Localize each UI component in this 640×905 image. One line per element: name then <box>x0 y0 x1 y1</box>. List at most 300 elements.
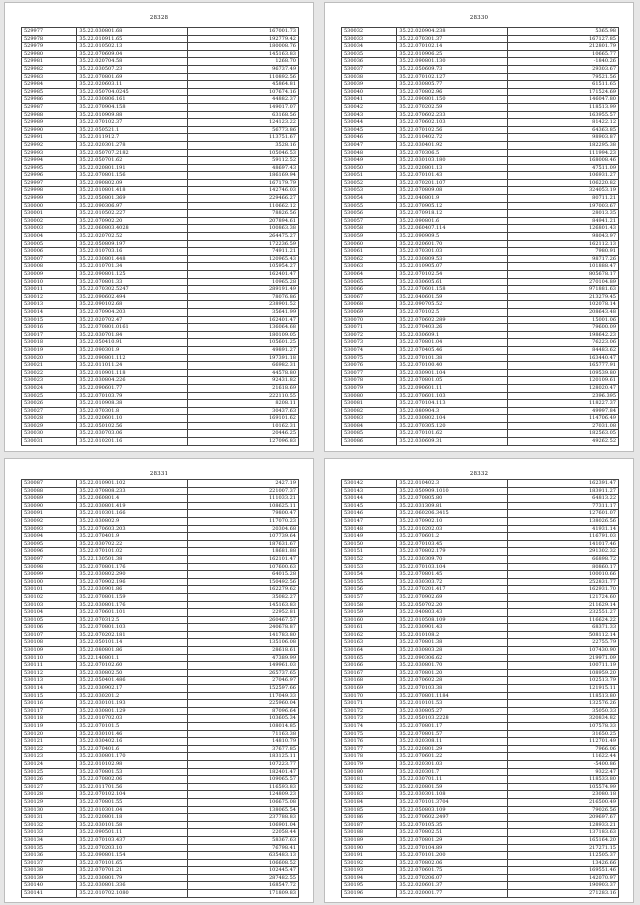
table-row <box>22 533 299 541</box>
cell-record-id: 530114 <box>22 685 77 693</box>
cell-amount: 182401.47 <box>188 768 299 776</box>
cell-account-code: 35.22.070102.14 <box>397 43 508 51</box>
cell-account-code: 35.22.030801.70 <box>397 662 508 670</box>
cell-account-code: 35.22.010301.166 <box>77 510 188 518</box>
cell-record-id: 530163 <box>342 639 397 647</box>
table-row <box>22 210 299 218</box>
cell-amount: 84483.62 <box>508 346 619 354</box>
cell-account-code: 35.22.090102.68 <box>77 301 188 309</box>
table-row <box>342 867 619 875</box>
cell-record-id: 530195 <box>342 882 397 890</box>
cell-account-code: 35.22.030804.226 <box>77 377 188 385</box>
cell-record-id: 530148 <box>342 525 397 533</box>
table-row <box>342 540 619 548</box>
table-row <box>22 631 299 639</box>
cell-amount: 3528.16 <box>188 141 299 149</box>
cell-amount: 7980.91 <box>508 248 619 256</box>
cell-amount: 110662.12 <box>188 202 299 210</box>
cell-account-code: 35.22.030805.77 <box>397 81 508 89</box>
cell-amount: 2427.19 <box>188 480 299 488</box>
table-row <box>342 609 619 617</box>
cell-record-id: 530096 <box>22 548 77 556</box>
cell-record-id: 530038 <box>342 73 397 81</box>
cell-record-id: 530035 <box>342 50 397 58</box>
table-row <box>22 217 299 225</box>
table-row <box>342 624 619 632</box>
cell-account-code: 35.22.070902.196 <box>77 578 188 586</box>
cell-record-id: 530056 <box>342 210 397 218</box>
cell-account-code: 35.22.070302.5247 <box>77 286 188 294</box>
table-row <box>342 369 619 377</box>
cell-amount: 320834.82 <box>508 715 619 723</box>
table-row <box>22 480 299 488</box>
table-row <box>22 96 299 104</box>
cell-account-code: 35.22.070601.2 <box>397 533 508 541</box>
table-row <box>342 88 619 96</box>
cell-amount: 192779.42 <box>188 35 299 43</box>
cell-amount: 238901.52 <box>188 301 299 309</box>
cell-record-id: 530080 <box>342 392 397 400</box>
cell-account-code: 35.22.070801.33 <box>77 278 188 286</box>
cell-record-id: 530062 <box>342 255 397 263</box>
cell-record-id: 530140 <box>22 882 77 890</box>
table-row <box>342 377 619 385</box>
cell-account-code: 35.22.040801.9 <box>397 195 508 203</box>
table-row <box>342 692 619 700</box>
cell-account-code: 35.22.070801.05 <box>397 377 508 385</box>
cell-record-id: 530126 <box>22 776 77 784</box>
cell-account-code: 35.22.010701.34 <box>77 263 188 271</box>
table-row <box>22 164 299 172</box>
cell-amount: 222110.55 <box>188 392 299 400</box>
table-row <box>342 814 619 822</box>
cell-amount: 291302.32 <box>508 548 619 556</box>
cell-account-code: 35.22.030805.27 <box>397 707 508 715</box>
cell-record-id: 529993 <box>22 149 77 157</box>
cell-amount: 35082.27 <box>188 593 299 601</box>
cell-record-id: 530050 <box>342 164 397 172</box>
table-row <box>22 852 299 860</box>
table-row <box>22 149 299 157</box>
table-row <box>342 874 619 882</box>
table-row <box>342 271 619 279</box>
cell-account-code: 35.22.030701.11 <box>397 776 508 784</box>
table-row <box>22 806 299 814</box>
cell-amount: 28618.61 <box>188 647 299 655</box>
cell-account-code: 35.22.010502.13 <box>77 43 188 51</box>
cell-account-code: 35.22.070801.45 <box>397 571 508 579</box>
cell-account-code: 35.22.050103.2228 <box>397 715 508 723</box>
cell-record-id: 530042 <box>342 103 397 111</box>
cell-account-code: 35.22.070401.6 <box>77 745 188 753</box>
cell-account-code: 35.22.020301.7 <box>397 768 508 776</box>
cell-amount: 18681.88 <box>188 548 299 556</box>
cell-amount: 167127.85 <box>508 35 619 43</box>
table-row <box>342 593 619 601</box>
cell-record-id: 530032 <box>342 28 397 36</box>
cell-amount: 124123.22 <box>188 119 299 127</box>
cell-account-code: 35.22.080904.3 <box>397 407 508 415</box>
table-row <box>22 487 299 495</box>
cell-record-id: 530020 <box>22 354 77 362</box>
cell-record-id: 530019 <box>22 346 77 354</box>
cell-amount: 197003.67 <box>508 202 619 210</box>
cell-amount: 183911.27 <box>508 487 619 495</box>
cell-amount: 5365.98 <box>508 28 619 36</box>
cell-amount: 96737.49 <box>188 65 299 73</box>
table-row <box>22 179 299 187</box>
table-row <box>342 172 619 180</box>
table-row <box>22 859 299 867</box>
cell-account-code: 35.22.090501.11 <box>77 829 188 837</box>
cell-account-code: 35.22.020702.47 <box>77 316 188 324</box>
table-row <box>22 134 299 142</box>
table-row <box>342 278 619 286</box>
cell-record-id: 530178 <box>342 753 397 761</box>
table-row <box>22 43 299 51</box>
cell-record-id: 530024 <box>22 384 77 392</box>
table-row <box>342 308 619 316</box>
cell-record-id: 530181 <box>342 776 397 784</box>
cell-record-id: 530138 <box>22 867 77 875</box>
cell-record-id: 530048 <box>342 149 397 157</box>
cell-record-id: 530026 <box>22 400 77 408</box>
cell-account-code: 35.22.090306.62 <box>397 654 508 662</box>
table-row <box>342 571 619 579</box>
cell-account-code: 35.22.030402.16 <box>77 738 188 746</box>
cell-account-code: 35.22.050801.369 <box>77 195 188 203</box>
table-row <box>342 783 619 791</box>
cell-record-id: 529985 <box>22 88 77 96</box>
cell-account-code: 35.22.030201.2 <box>77 692 188 700</box>
cell-account-code: 35.22.020601.70 <box>397 240 508 248</box>
cell-account-code: 35.22.010901.102 <box>77 480 188 488</box>
cell-amount: 149017.07 <box>188 103 299 111</box>
table-row <box>342 760 619 768</box>
cell-amount: 44578.80 <box>188 369 299 377</box>
table-row <box>22 616 299 624</box>
cell-amount: 35050.33 <box>508 707 619 715</box>
table-row <box>22 510 299 518</box>
table-row <box>342 685 619 693</box>
cell-account-code: 35.22.070301.37 <box>397 35 508 43</box>
data-table <box>341 479 619 898</box>
cell-account-code: 35.22.030801.170 <box>77 753 188 761</box>
cell-record-id: 530162 <box>342 631 397 639</box>
cell-account-code: 35.22.070202.59 <box>397 103 508 111</box>
cell-record-id: 530102 <box>22 593 77 601</box>
cell-record-id: 530076 <box>342 362 397 370</box>
table-row <box>342 438 619 446</box>
cell-amount: 271283.16 <box>508 890 619 898</box>
cell-amount: 169101.62 <box>188 415 299 423</box>
cell-amount: 219971.09 <box>508 654 619 662</box>
table-row <box>342 480 619 488</box>
cell-amount: 64015.28 <box>188 571 299 579</box>
cell-account-code: 35.22.070301.03 <box>397 248 508 256</box>
table-row <box>22 111 299 119</box>
cell-account-code: 35.22.030801.176 <box>77 601 188 609</box>
table-row <box>342 286 619 294</box>
cell-account-code: 35.22.011011.24 <box>77 362 188 370</box>
cell-record-id: 530023 <box>22 377 77 385</box>
table-row <box>342 134 619 142</box>
table-row <box>22 369 299 377</box>
table-row <box>22 187 299 195</box>
table-row <box>22 195 299 203</box>
cell-amount: 289191.49 <box>188 286 299 294</box>
cell-account-code: 35.22.020704.58 <box>77 58 188 66</box>
table-row <box>342 103 619 111</box>
table-row <box>22 874 299 882</box>
cell-record-id: 530101 <box>22 586 77 594</box>
cell-account-code: 35.22.030902.17 <box>77 685 188 693</box>
table-row <box>342 430 619 438</box>
table-row <box>342 240 619 248</box>
cell-record-id: 530005 <box>22 240 77 248</box>
table-row <box>22 609 299 617</box>
cell-record-id: 530031 <box>22 438 77 446</box>
cell-amount: 114706.49 <box>508 415 619 423</box>
cell-account-code: 35.22.070101.62 <box>397 430 508 438</box>
cell-record-id: 530104 <box>22 609 77 617</box>
cell-account-code: 35.22.070602.233 <box>397 111 508 119</box>
cell-amount: 41931.14 <box>508 525 619 533</box>
cell-account-code: 35.22.080801.86 <box>77 647 188 655</box>
table-row <box>22 563 299 571</box>
cell-account-code: 35.22.030809.53 <box>397 255 508 263</box>
cell-account-code: 35.22.070601.103 <box>397 392 508 400</box>
cell-account-code: 35.22.070808.233 <box>77 487 188 495</box>
cell-account-code: 35.22.010108.2 <box>397 631 508 639</box>
cell-account-code: 35.22.031309.81 <box>397 502 508 510</box>
cell-amount: 8208.11 <box>188 400 299 408</box>
cell-account-code: 35.22.010201.16 <box>77 438 188 446</box>
table-row <box>342 58 619 66</box>
cell-record-id: 530092 <box>22 517 77 525</box>
table-row <box>342 407 619 415</box>
cell-account-code: 35.22.070101.65 <box>77 859 188 867</box>
cell-record-id: 530089 <box>22 495 77 503</box>
table-row <box>342 233 619 241</box>
cell-amount: 47389.99 <box>188 654 299 662</box>
cell-account-code: 35.22.040803.43 <box>397 609 508 617</box>
cell-account-code: 35.22.030801.448 <box>77 255 188 263</box>
cell-record-id: 530086 <box>342 438 397 446</box>
cell-amount: 9322.47 <box>508 768 619 776</box>
table-row <box>342 248 619 256</box>
cell-account-code: 35.22.070918.12 <box>397 210 508 218</box>
cell-amount: 22058.44 <box>188 829 299 837</box>
table-row <box>22 836 299 844</box>
cell-amount: 198642.23 <box>508 331 619 339</box>
cell-amount: 287482.55 <box>188 874 299 882</box>
cell-amount: 22755.79 <box>508 639 619 647</box>
cell-amount: 29303.67 <box>508 65 619 73</box>
cell-record-id: 530113 <box>22 677 77 685</box>
cell-amount: 169551.46 <box>508 867 619 875</box>
table-row <box>22 384 299 392</box>
cell-account-code: 35.22.011701.56 <box>77 783 188 791</box>
table-row <box>22 555 299 563</box>
cell-amount: 182295.38 <box>508 141 619 149</box>
cell-amount: 103605.34 <box>188 715 299 723</box>
table-row <box>342 119 619 127</box>
table-row <box>342 852 619 860</box>
cell-amount: 80860.17 <box>508 563 619 571</box>
cell-amount: 108959.20 <box>508 669 619 677</box>
cell-amount: 74911.21 <box>188 248 299 256</box>
cell-account-code: 35.22.070801.156 <box>77 172 188 180</box>
cell-amount: 109065.57 <box>188 776 299 784</box>
cell-amount: 111994.23 <box>508 149 619 157</box>
cell-account-code: 35.22.070103.437 <box>77 836 188 844</box>
cell-amount: 35641.99 <box>188 308 299 316</box>
cell-record-id: 530043 <box>342 111 397 119</box>
cell-account-code: 35.22.070609.04 <box>77 50 188 58</box>
table-row <box>342 179 619 187</box>
cell-record-id: 530070 <box>342 316 397 324</box>
table-row <box>22 821 299 829</box>
cell-amount: 635483.13 <box>188 852 299 860</box>
cell-amount: 10665.77 <box>508 50 619 58</box>
cell-record-id: 530137 <box>22 859 77 867</box>
table-row <box>342 601 619 609</box>
cell-record-id: 530186 <box>342 814 397 822</box>
cell-record-id: 529995 <box>22 164 77 172</box>
cell-account-code: 35.22.050102.56 <box>77 422 188 430</box>
table-row <box>342 654 619 662</box>
cell-record-id: 530051 <box>342 172 397 180</box>
cell-account-code: 35.22.070802.179 <box>397 548 508 556</box>
cell-record-id: 530130 <box>22 806 77 814</box>
table-row <box>342 195 619 203</box>
table-row <box>22 346 299 354</box>
cell-account-code: 35.22.070902.10 <box>397 517 508 525</box>
cell-account-code: 35.22.050701.62 <box>77 157 188 165</box>
cell-account-code: 35.22.050609.73 <box>397 65 508 73</box>
cell-account-code: 35.22.060206.3415 <box>397 510 508 518</box>
cell-record-id: 530124 <box>22 760 77 768</box>
cell-record-id: 530013 <box>22 301 77 309</box>
table-row <box>22 233 299 241</box>
cell-record-id: 530025 <box>22 392 77 400</box>
table-row <box>22 647 299 655</box>
cell-record-id: 530093 <box>22 525 77 533</box>
table-row <box>22 798 299 806</box>
table-row <box>342 768 619 776</box>
cell-amount: 21618.69 <box>188 384 299 392</box>
cell-record-id: 530110 <box>22 654 77 662</box>
table-row <box>342 525 619 533</box>
cell-amount: 171809.83 <box>188 890 299 898</box>
cell-account-code: 35.22.010702.03 <box>77 715 188 723</box>
cell-account-code: 35.22.010508.109 <box>397 616 508 624</box>
table-row <box>22 28 299 36</box>
cell-record-id: 530139 <box>22 874 77 882</box>
cell-record-id: 529983 <box>22 73 77 81</box>
cell-record-id: 530061 <box>342 248 397 256</box>
cell-record-id: 529982 <box>22 65 77 73</box>
cell-record-id: 530143 <box>342 487 397 495</box>
cell-record-id: 530116 <box>22 700 77 708</box>
cell-record-id: 530088 <box>22 487 77 495</box>
cell-amount: 118513.80 <box>508 692 619 700</box>
table-row <box>342 65 619 73</box>
cell-record-id: 530040 <box>342 88 397 96</box>
cell-account-code: 35.22.010911.65 <box>77 35 188 43</box>
cell-record-id: 530021 <box>22 362 77 370</box>
cell-record-id: 530018 <box>22 339 77 347</box>
cell-record-id: 530094 <box>22 533 77 541</box>
cell-record-id: 530045 <box>342 126 397 134</box>
table-row <box>342 647 619 655</box>
cell-amount: 49997.84 <box>508 407 619 415</box>
cell-record-id: 530188 <box>342 829 397 837</box>
table-row <box>22 286 299 294</box>
cell-record-id: 530058 <box>342 225 397 233</box>
cell-account-code: 35.22.070301.8 <box>77 407 188 415</box>
cell-record-id: 530149 <box>342 533 397 541</box>
table-row <box>22 331 299 339</box>
cell-record-id: 530154 <box>342 571 397 579</box>
cell-account-code: 35.22.070103.104 <box>397 563 508 571</box>
table-row <box>342 578 619 586</box>
cell-amount: 112505.37 <box>508 852 619 860</box>
table-row <box>342 890 619 898</box>
cell-record-id: 530173 <box>342 715 397 723</box>
cell-account-code: 35.22.030609.31 <box>397 438 508 446</box>
cell-record-id: 530142 <box>342 480 397 488</box>
cell-amount: 107674.16 <box>188 88 299 96</box>
cell-record-id: 530131 <box>22 814 77 822</box>
cell-account-code: 35.22.070801.159 <box>77 593 188 601</box>
cell-record-id: 530059 <box>342 233 397 241</box>
table-row <box>342 677 619 685</box>
cell-amount: 117070.23 <box>188 517 299 525</box>
cell-account-code: 35.22.050521.1 <box>77 126 188 134</box>
cell-amount: 116593.83 <box>188 783 299 791</box>
cell-amount: 118513.99 <box>508 103 619 111</box>
cell-record-id: 530065 <box>342 278 397 286</box>
cell-account-code: 35.22.060801.4 <box>77 495 188 503</box>
cell-amount: 145163.83 <box>188 601 299 609</box>
cell-account-code: 35.22.070203.10 <box>77 844 188 852</box>
table-row <box>22 58 299 66</box>
cell-account-code: 35.22.050704.0245 <box>77 88 188 96</box>
cell-amount: 208643.48 <box>508 308 619 316</box>
cell-account-code: 35.22.010905.07 <box>397 263 508 271</box>
cell-record-id: 530012 <box>22 293 77 301</box>
cell-amount: 213279.45 <box>508 293 619 301</box>
cell-amount: 127601.07 <box>508 510 619 518</box>
document-page-3 <box>4 458 314 903</box>
cell-record-id: 530097 <box>22 555 77 563</box>
cell-amount: 23080.18 <box>508 791 619 799</box>
cell-amount: 117049.33 <box>188 692 299 700</box>
table-row <box>342 487 619 495</box>
table-row <box>22 669 299 677</box>
cell-record-id: 530016 <box>22 324 77 332</box>
table-row <box>22 248 299 256</box>
table-row <box>342 126 619 134</box>
cell-record-id: 530079 <box>342 384 397 392</box>
table-row <box>22 814 299 822</box>
cell-amount: 58367.63 <box>188 836 299 844</box>
cell-amount: 102513.79 <box>508 677 619 685</box>
cell-amount: 162391.47 <box>508 480 619 488</box>
cell-account-code: 35.22.030702.22 <box>77 540 188 548</box>
